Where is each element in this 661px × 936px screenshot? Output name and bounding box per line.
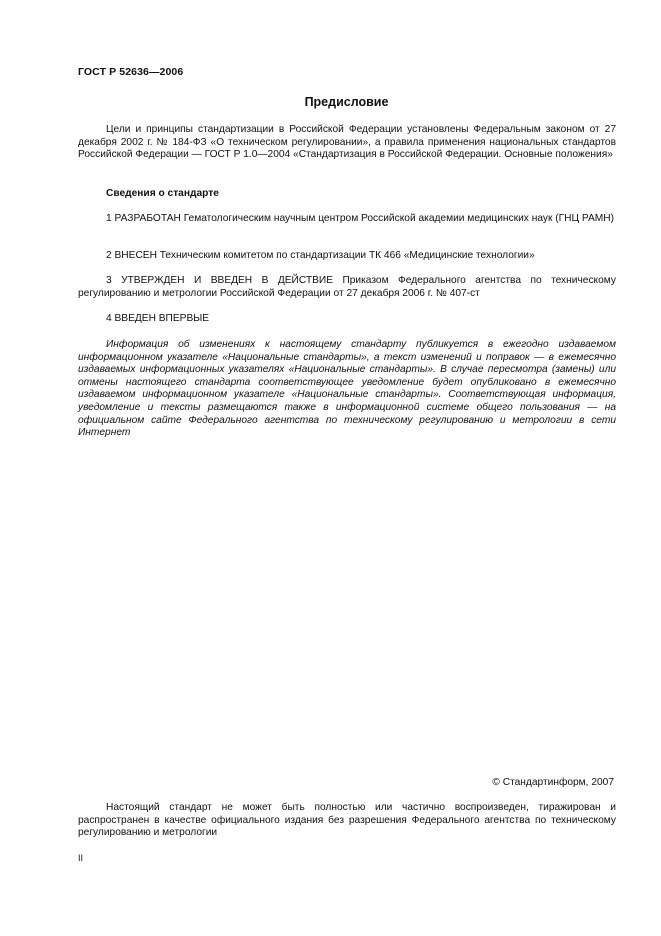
info-item: 4 ВВЕДЕН ВПЕРВЫЕ (106, 313, 210, 324)
item-1-block (78, 213, 616, 226)
item-2-block (78, 250, 616, 263)
info-item: 2 ВНЕСЕН Техническим комитетом по стандартизации ТК 466 «Медицинские технологии» (106, 250, 535, 261)
page-title: Предисловие (304, 95, 389, 109)
notice-block (78, 339, 616, 440)
item-3-block (78, 275, 616, 300)
item-4-block (78, 313, 616, 326)
notice-paragraph: Информация об изменениях к настоящему стандарту публикуется в ежегодно издаваемом информационном указателе «Национальные стандарты», а текст изменений и поправок — в ежемесячно издаваемых информационных указателях «Национальные стандарты». В случае пересмотра (замены) или отмены настоящего стандарта соответствующее уведомление будет опубликовано в ежемесячно издаваемом информационном указателе «Национальные стандарты». Соответствующая информация, уведомление и тексты размещаются также в информационной системе общего пользования — на официальном сайте Федерального агентства по техническому регулированию и метрологии в сети Интернет (78, 339, 616, 439)
page-number: II (78, 853, 84, 863)
intro-paragraph-block (78, 124, 616, 162)
intro-paragraph: Цели и принципы стандартизации в Российской Федерации установлены Федеральным законом от 27 декабря 2002 г. № 184-ФЗ «О техническом регулировании», а правила применения национальных стандартов Российской Федерации — ГОСТ Р 1.0—2004 «Стандартизация в Российской Федерации. Основные положения» (78, 124, 616, 161)
section-heading-block (78, 188, 616, 201)
copyright-line: © Стандартинформ, 2007 (492, 777, 614, 788)
info-item: 3 УТВЕРЖДЕН И ВВЕДЕН В ДЕЙСТВИЕ Приказом Федерального агентства по техническому регулированию и метрологии Российской Федерации от 27 декабря 2006 г. № 407-ст (78, 275, 616, 299)
section-heading: Сведения о стандарте (106, 188, 219, 199)
reproduction-block (78, 802, 616, 840)
reproduction-notice: Настоящий стандарт не может быть полностью или частично воспроизведен, тиражирован и распространен в качестве официального издания без разрешения Федерального агентства по техническому регулированию и метрологии (78, 802, 616, 839)
standard-header: ГОСТ Р 52636—2006 (78, 66, 184, 78)
info-item: 1 РАЗРАБОТАН Гематологическим научным центром Российской академии медицинских наук (ГНЦ РАМН) (106, 213, 615, 224)
